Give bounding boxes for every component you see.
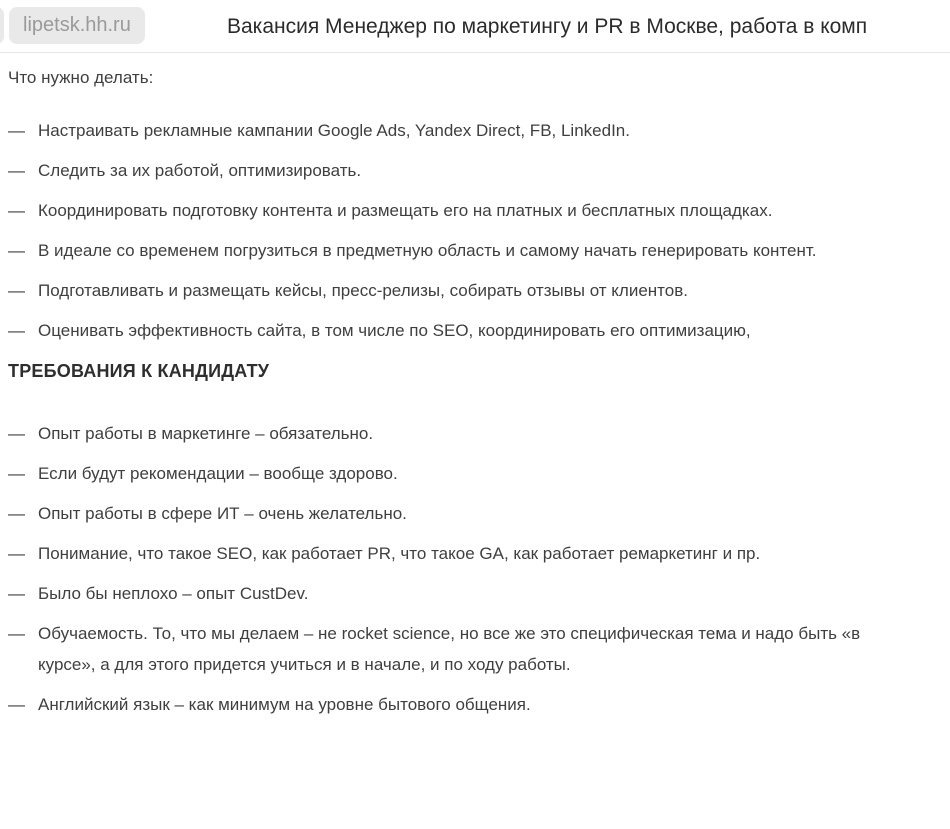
list-item [8, 275, 942, 306]
list-item-text: Если будут рекомендации – вообще здорово. [38, 464, 398, 483]
list-item [8, 689, 942, 720]
requirements-list [8, 418, 942, 720]
list-item-text: Опыт работы в сфере ИТ – очень желательно. [38, 504, 407, 523]
list-marker: — [8, 121, 25, 140]
list-marker: — [8, 281, 25, 300]
page-title: Вакансия Менеджер по маркетингу и PR в Москве, работа в комп [227, 15, 868, 38]
list-marker: — [8, 201, 25, 220]
list-marker: — [8, 464, 25, 483]
duties-list [8, 115, 942, 346]
list-item [8, 498, 942, 529]
list-marker: — [8, 544, 25, 563]
requirements-heading: ТРЕБОВАНИЯ К КАНДИДАТУ [8, 361, 270, 381]
list-item-text: Координировать подготовку контента и размещать его на платных и бесплатных площадках. [38, 201, 773, 220]
list-item-text: Понимание, что такое SEO, как работает PR, что такое GA, как работает ремаркетинг и пр. [38, 544, 761, 563]
list-marker: — [8, 321, 25, 340]
clipped-badge [0, 7, 4, 44]
list-marker: — [8, 695, 25, 714]
page-header [0, 0, 950, 53]
list-marker: — [8, 624, 25, 643]
list-item-text: Опыт работы в маркетинге – обязательно. [38, 424, 374, 443]
site-domain-badge[interactable]: lipetsk.hh.ru [9, 7, 145, 44]
list-item [8, 418, 942, 449]
list-item [8, 155, 942, 186]
list-item [8, 115, 942, 146]
list-item-text: В идеале со временем погрузиться в предметную область и самому начать генерировать контент. [38, 241, 817, 260]
list-marker: — [8, 161, 25, 180]
list-marker: — [8, 504, 25, 523]
list-item [8, 578, 942, 609]
vacancy-description [0, 65, 950, 720]
list-item-text: Настраивать рекламные кампании Google Ads, Yandex Direct, FB, LinkedIn. [38, 121, 630, 140]
duties-heading: Что нужно делать: [8, 68, 154, 87]
list-item-text: Подготавливать и размещать кейсы, пресс-релизы, собирать отзывы от клиентов. [38, 281, 688, 300]
list-item [8, 538, 942, 569]
list-item-text: Оценивать эффективность сайта, в том числе по SEO, координировать его оптимизацию, [38, 321, 751, 340]
list-item [8, 618, 942, 680]
list-item-text: Следить за их работой, оптимизировать. [38, 161, 362, 180]
list-marker: — [8, 424, 25, 443]
list-marker: — [8, 241, 25, 260]
list-item [8, 235, 942, 266]
list-item [8, 458, 942, 489]
list-marker: — [8, 584, 25, 603]
list-item-text: Английский язык – как минимум на уровне бытового общения. [38, 695, 531, 714]
list-item-text: Обучаемость. То, что мы делаем – не rocket science, но все же это специфическая тема и надо быть «в курсе», а для этого придется учиться и в начале, и по ходу работы. [38, 624, 861, 674]
list-item [8, 195, 942, 226]
list-item-text: Было бы неплохо – опыт CustDev. [38, 584, 309, 603]
list-item [8, 315, 942, 346]
